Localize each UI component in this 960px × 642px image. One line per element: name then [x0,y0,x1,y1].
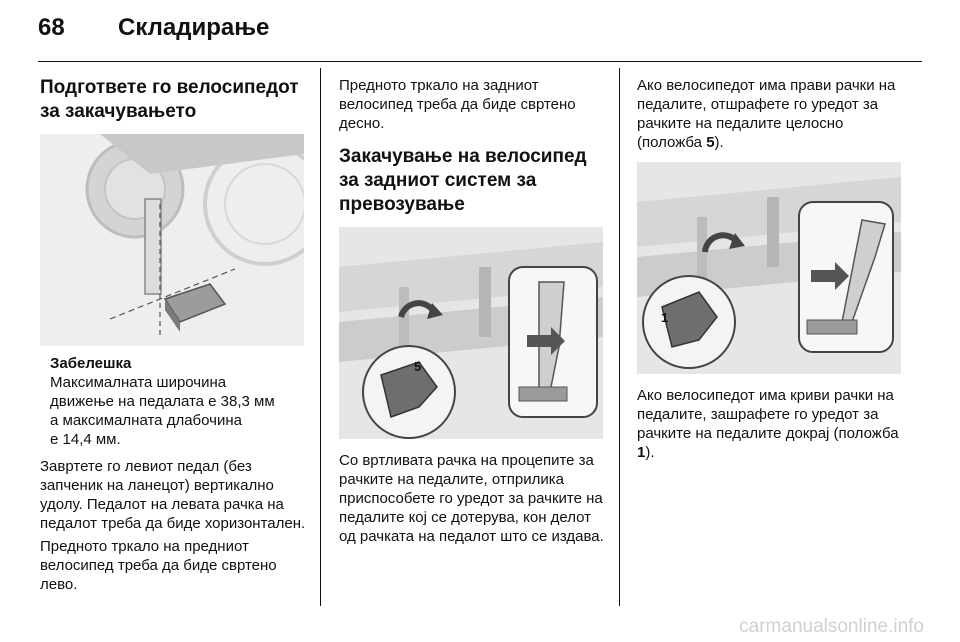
note-line: движење на педалата е 38,3 мм [50,393,275,410]
paragraph-curved-cranks: Ако велосипедот има криви рачки на педалите, зашрафете го уредот за рачките на педалите докрај (положба 1). [637,387,899,461]
section-title: Складирање [118,14,270,41]
note-block [40,354,308,449]
watermark: carmanualsonline.info [739,616,924,637]
note-line: а максималната длабочина [50,412,242,429]
rack-illustration [339,227,603,439]
pedal-illustration [40,134,304,346]
column-3 [637,76,909,466]
paragraph: Предното тркало на предниот велосипед треба да биде свртено лево. [40,538,277,593]
rack-figure-straight [339,227,603,439]
note-line: Максималната широчина [50,374,227,391]
position-5-label: 5 [706,134,715,151]
note-line: е 14,4 мм. [50,431,121,448]
page-number: 68 [38,14,65,41]
position-marker-1: 1 [661,310,669,325]
position-marker-5: 5 [414,359,422,374]
paragraph: Предното тркало на задниот велосипед треба да биде свртено десно. [339,77,576,132]
paragraph-straight-cranks: Ако велосипедот има прави рачки на педалите, отшрафете го уредот за рачките на педалите целосно (положба 5). [637,77,896,151]
paragraph: Завртете го левиот педал (без запченик на ланецот) вертикално удолу. Педалот на левата рачка на педалот треба да биде хоризонтален. [40,458,306,532]
column-divider-1 [320,68,321,606]
rack-figure-curved [637,162,901,374]
column-divider-2 [619,68,620,606]
page-header [38,14,269,48]
column-2 [339,76,607,550]
paragraph: Со вртливата рачка на процепите за рачките на педалите, отприлика приспособете го уредот за рачките на педалите кој се дотерува, кон делот од рачката на педалот што се издава. [339,452,604,545]
note-title: Забелешка [50,355,132,372]
column-1 [40,76,308,598]
position-1-label: 1 [637,444,646,461]
header-rule [38,61,922,62]
attach-bike-heading: Закачување на велосипед за задниот систем за превозување [339,146,587,215]
pedal-figure [40,134,304,346]
prepare-bike-heading: Подгответе го велосипедот за закачувањето [40,77,299,122]
rack-illustration-2 [637,162,901,374]
